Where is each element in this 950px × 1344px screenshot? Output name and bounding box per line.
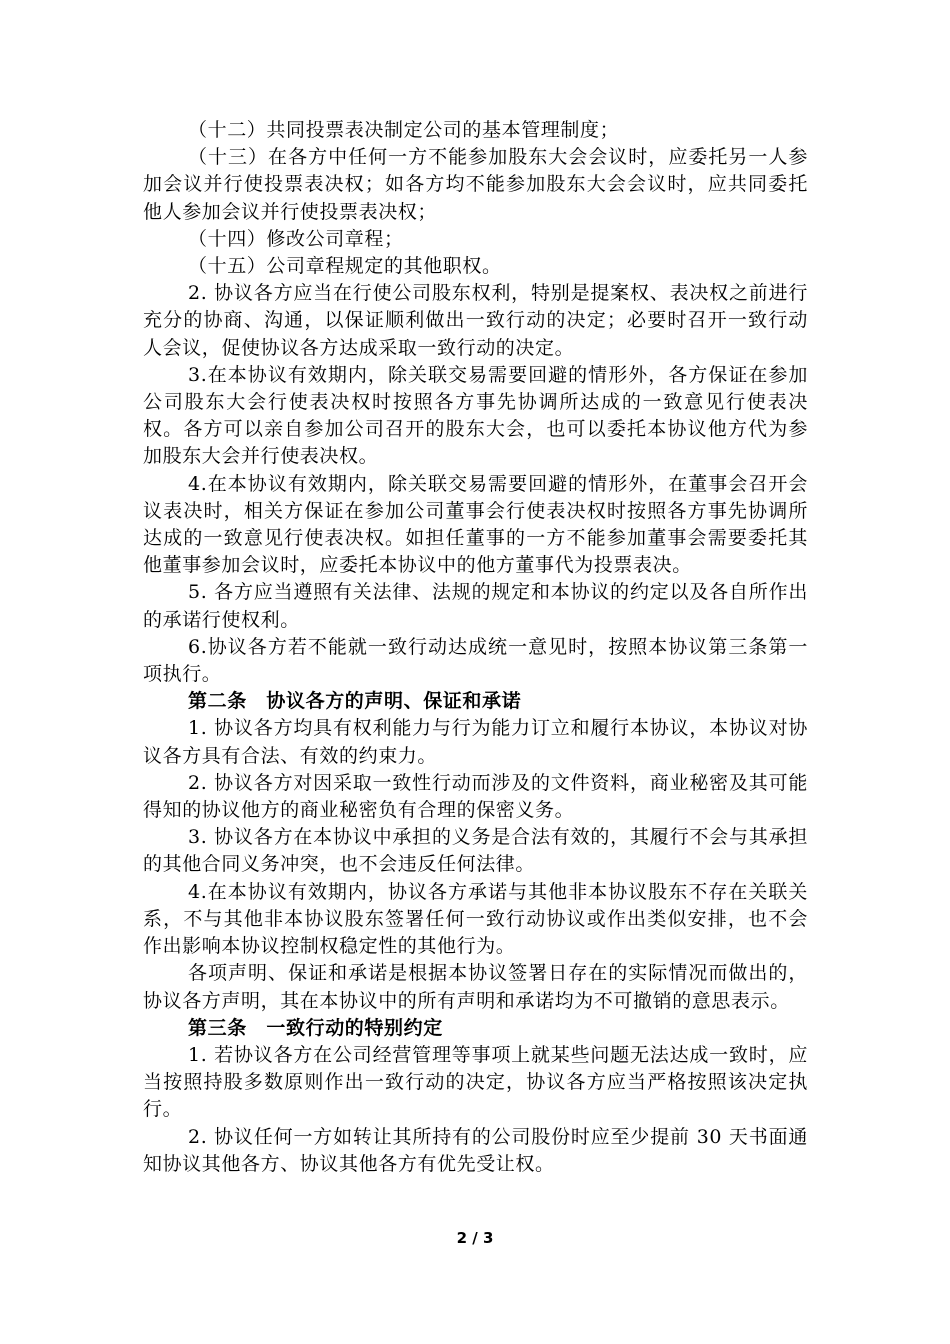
article1-para-6: 6.协议各方若不能就一致行动达成统一意见时，按照本协议第三条第一项执行。: [143, 635, 808, 686]
page-number: 2 / 3: [456, 1229, 494, 1247]
article1-para-5: 5. 各方应当遵照有关法律、法规的规定和本协议的约定以及各自所作出的承诺行使权利。: [143, 581, 808, 631]
article2-para-2: 2. 协议各方对因采取一致性行动而涉及的文件资料，商业秘密及其可能得知的协议他方的商业秘密负有合理的保密义务。: [143, 771, 808, 822]
article2-para-5: 各项声明、保证和承诺是根据本协议签署日存在的实际情况而做出的，协议各方声明，其在本协议中的所有声明和承诺均为不可撤销的意思表示。: [143, 962, 808, 1012]
clause-item-15: （十五）公司章程规定的其他职权。: [188, 255, 502, 278]
article3-para-1: 1. 若协议各方在公司经营管理等事项上就某些问题无法达成一致时，应当按照持股多数原则作出一致行动的决定，协议各方应当严格按照该决定执行。: [143, 1043, 808, 1121]
clause-item-13: （十三）在各方中任何一方不能参加股东大会会议时，应委托另一人参加会议并行使投票表决权；如各方均不能参加股东大会会议时，应共同委托他人参加会议并行使投票表决权；: [143, 146, 808, 223]
article2-para-3: 3. 协议各方在本协议中承担的义务是合法有效的，其履行不会与其承担的其他合同义务冲突，也不会违反任何法律。: [143, 826, 808, 876]
document-body: [143, 117, 808, 1178]
article3-para-2: 2. 协议任何一方如转让其所持有的公司股份时应至少提前 30 天书面通知协议其他各方、协议其他各方有优先受让权。: [143, 1125, 808, 1175]
clause-item-14: （十四）修改公司章程；: [188, 227, 404, 250]
clause-item-12: （十二）共同投票表决制定公司的基本管理制度；: [188, 119, 620, 141]
article2-para-4: 4.在本协议有效期内，协议各方承诺与其他非本协议股东不存在关联关系，不与其他非本协议股东签署任何一致行动协议或作出类似安排，也不会作出影响本协议控制权稳定性的其他行为。: [143, 880, 808, 958]
article2-para-1: 1. 协议各方均具有权利能力与行为能力订立和履行本协议，本协议对协议各方具有合法、有效的约束力。: [143, 717, 808, 767]
article1-para-4: 4.在本协议有效期内，除关联交易需要回避的情形外，在董事会召开会议表决时，相关方保证在参加公司董事会行使表决权时按照各方事先协调所达成的一致意见行使表决权。如担任董事的一方不能参加董事会需要委托其他董事参加会议时，应委托本协议中的他方董事代为投票表决。: [143, 472, 808, 577]
article3-heading: 第三条 一致行动的特别约定: [188, 1016, 443, 1039]
article2-heading: 第二条 协议各方的声明、保证和承诺: [188, 690, 522, 713]
article1-para-3: 3.在本协议有效期内，除关联交易需要回避的情形外，各方保证在参加公司股东大会行使表决权时按照各方事先协调所达成的一致意见行使表决权。各方可以亲自参加公司召开的股东大会，也可以委托本协议他方代为参加股东大会并行使表决权。: [143, 363, 808, 468]
article1-para-2: 2. 协议各方应当在行使公司股东权利，特别是提案权、表决权之前进行充分的协商、沟通，以保证顺利做出一致行动的决定；必要时召开一致行动人会议，促使协议各方达成采取一致行动的决定。: [143, 282, 808, 359]
